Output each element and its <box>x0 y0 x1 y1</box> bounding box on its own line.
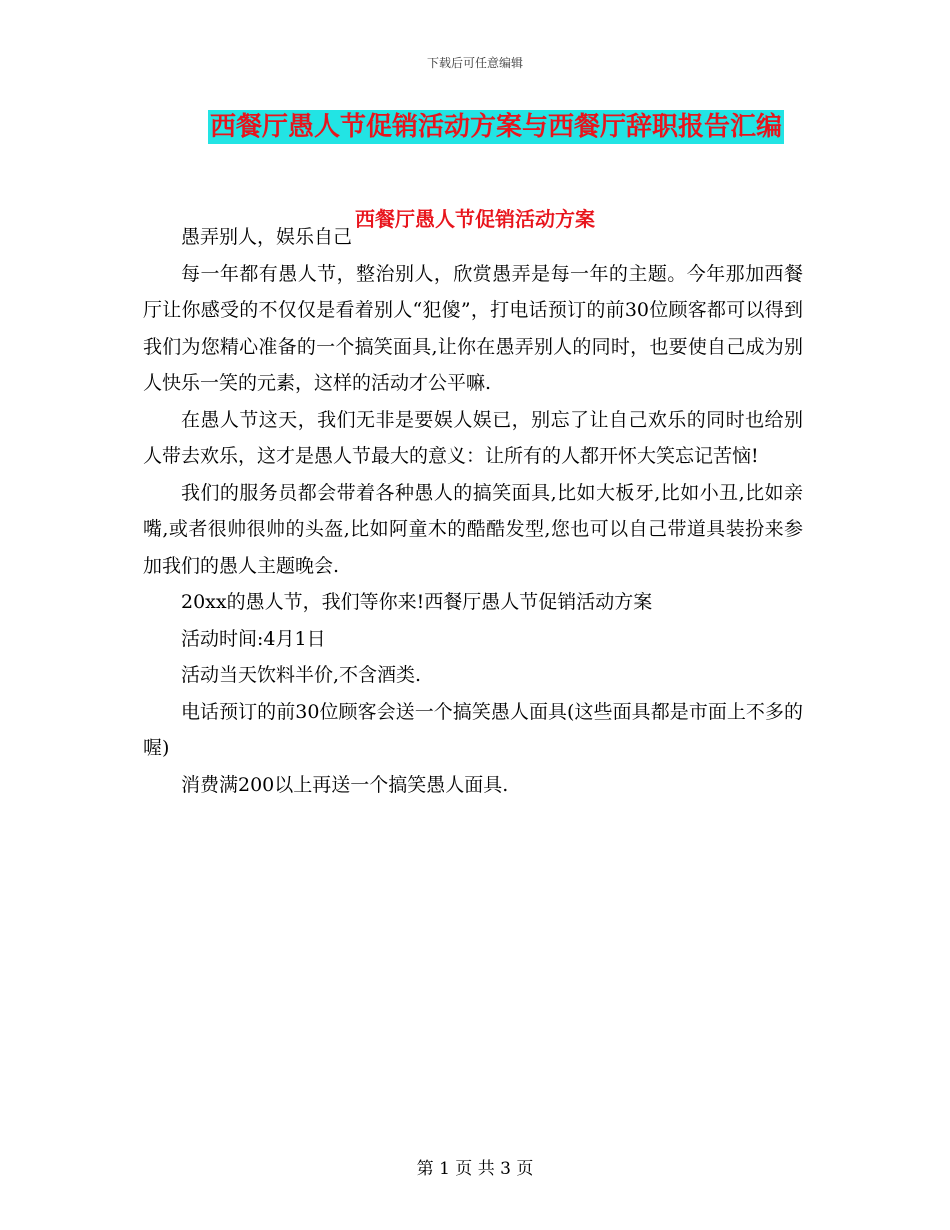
paragraph-1: 愚弄别人，娱乐自己 <box>181 226 353 248</box>
paragraph-6: 活动时间:4月1日 <box>181 627 326 650</box>
paragraph-8: 电话预订的前30位顾客会送一个搞笑愚人面具(这些面具都是市面上不多的喔) <box>143 700 803 759</box>
document-body <box>143 219 803 803</box>
page-number: 第 1 页 共 3 页 <box>416 1159 534 1179</box>
document-title: 西餐厅愚人节促销活动方案与西餐厅辞职报告汇编 <box>210 112 783 142</box>
section-title: 西餐厅愚人节促销活动方案 <box>355 207 595 231</box>
paragraph-9: 消费满200以上再送一个搞笑愚人面具. <box>181 773 509 796</box>
paragraph-4: 我们的服务员都会带着各种愚人的搞笑面具,比如大板牙,比如小丑,比如亲嘴,或者很帅很帅的头盔,比如阿童木的酷酷发型,您也可以自己带道具装扮来参加我们的愚人主题晚会. <box>143 481 803 577</box>
paragraph-7: 活动当天饮料半价,不含酒类. <box>181 664 422 686</box>
paragraph-2: 每一年都有愚人节，整治别人，欣赏愚弄是每一年的主题。今年那加西餐厅让你感受的不仅仅是看着别人“犯傻”，打电话预订的前30位顾客都可以得到我们为您精心准备的一个搞笑面具,让你在愚弄别人的同时，也要使自己成为别人快乐一笑的元素，这样的活动才公平嘛. <box>143 262 803 394</box>
header-note: 下载后可任意编辑 <box>426 56 523 70</box>
paragraph-5: 20xx的愚人节，我们等你来!西餐厅愚人节促销活动方案 <box>181 591 653 613</box>
paragraph-3: 在愚人节这天，我们无非是要娱人娱已，别忘了让自己欢乐的同时也给别人带去欢乐，这才是愚人节最大的意义：让所有的人都开怀大笑忘记苦恼! <box>143 408 803 467</box>
